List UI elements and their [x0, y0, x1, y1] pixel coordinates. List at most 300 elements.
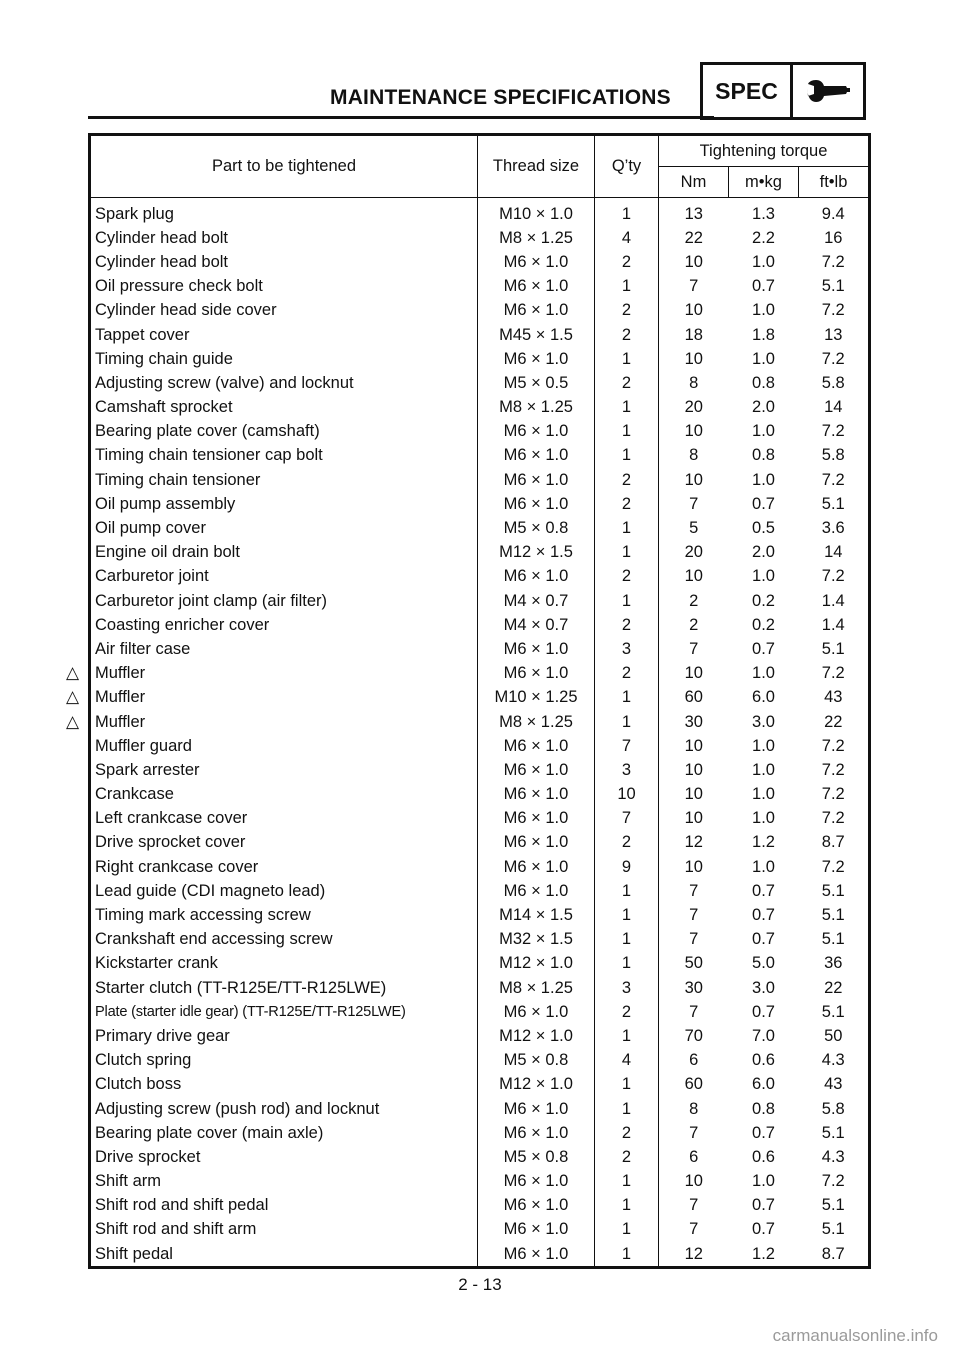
ftlb-cell-text: 7.2 — [821, 567, 845, 586]
ftlb-cell — [799, 879, 870, 903]
ftlb-cell-text: 5.1 — [821, 277, 845, 296]
thread-size-cell-text: M6 × 1.0 — [503, 301, 569, 320]
thread-size-cell-text: M6 × 1.0 — [503, 1220, 569, 1239]
table-row — [90, 976, 870, 1000]
part-cell-text: Crankshaft end accessing screw — [95, 930, 333, 949]
thread-size-cell-text: M12 × 1.0 — [499, 954, 573, 973]
nm-cell-text: 10 — [684, 301, 703, 320]
mkg-cell-text: 1.3 — [752, 204, 775, 223]
table-row — [90, 226, 870, 250]
mkg-cell — [729, 275, 799, 299]
part-cell — [90, 299, 478, 323]
ftlb-cell — [799, 1024, 870, 1048]
mkg-cell-text: 2.0 — [752, 398, 775, 417]
thread-size-cell — [478, 1073, 595, 1097]
ftlb-cell-text: 9.4 — [821, 204, 845, 223]
mkg-cell-text: 1.2 — [752, 833, 775, 852]
nm-cell-text: 7 — [689, 494, 699, 513]
mkg-cell — [729, 250, 799, 274]
qty-cell — [595, 734, 659, 758]
table-row — [90, 758, 870, 782]
ftlb-cell-text: 5.8 — [821, 373, 845, 392]
part-cell-text: Camshaft sprocket — [95, 398, 233, 417]
qty-cell-text: 1 — [621, 422, 632, 441]
mkg-cell — [729, 1024, 799, 1048]
thread-size-cell — [478, 516, 595, 540]
qty-cell — [595, 371, 659, 395]
qty-cell-text: 1 — [621, 688, 632, 707]
qty-cell — [595, 250, 659, 274]
table-row — [90, 807, 870, 831]
qty-cell-text: 2 — [621, 252, 632, 271]
thread-size-cell — [478, 1000, 595, 1024]
nm-cell — [659, 1194, 729, 1218]
nm-cell-text: 18 — [684, 325, 703, 344]
thread-size-cell-text: M6 × 1.0 — [503, 833, 569, 852]
mkg-cell-text: 6.0 — [752, 1075, 775, 1094]
nm-cell-text: 8 — [689, 373, 699, 392]
part-cell — [90, 396, 478, 420]
part-cell-text: Kickstarter crank — [95, 954, 218, 973]
ftlb-cell — [799, 492, 870, 516]
thread-size-cell-text: M6 × 1.0 — [503, 446, 569, 465]
qty-cell — [595, 613, 659, 637]
mkg-cell — [729, 637, 799, 661]
ftlb-cell — [799, 758, 870, 782]
mkg-cell-text: 3.0 — [752, 978, 775, 997]
part-cell — [90, 613, 478, 637]
table-row — [90, 1049, 870, 1073]
thread-size-cell — [478, 323, 595, 347]
nm-cell-text: 10 — [684, 664, 703, 683]
part-cell — [90, 371, 478, 395]
qty-cell — [595, 855, 659, 879]
ftlb-cell-text: 3.6 — [821, 519, 845, 538]
nm-cell-text: 10 — [684, 470, 703, 489]
ftlb-cell-text: 5.1 — [821, 1220, 845, 1239]
part-cell — [90, 1145, 478, 1169]
mkg-cell — [729, 1000, 799, 1024]
nm-cell — [659, 299, 729, 323]
nm-cell-text: 10 — [684, 857, 703, 876]
thread-size-cell — [478, 492, 595, 516]
mkg-cell — [729, 1145, 799, 1169]
part-cell-text: Bearing plate cover (camshaft) — [95, 422, 320, 441]
mkg-cell — [729, 903, 799, 927]
qty-cell-text: 2 — [621, 470, 632, 489]
mkg-cell — [729, 347, 799, 371]
mkg-cell-text: 6.0 — [752, 688, 775, 707]
ftlb-cell — [799, 468, 870, 492]
mkg-cell — [729, 928, 799, 952]
qty-cell-text: 4 — [621, 228, 632, 247]
qty-cell — [595, 952, 659, 976]
mkg-cell — [729, 613, 799, 637]
ftlb-cell — [799, 589, 870, 613]
qty-cell-text: 2 — [621, 494, 632, 513]
header-nm: Nm — [659, 167, 729, 198]
thread-size-cell-text: M8 × 1.25 — [499, 712, 573, 731]
nm-cell — [659, 275, 729, 299]
nm-cell-text: 20 — [684, 543, 703, 562]
qty-cell-text: 1 — [621, 712, 632, 731]
nm-cell — [659, 1024, 729, 1048]
mkg-cell-text: 1.0 — [752, 857, 775, 876]
ftlb-cell — [799, 686, 870, 710]
thread-size-cell — [478, 831, 595, 855]
part-cell-text: Lead guide (CDI magneto lead) — [95, 881, 326, 900]
header-thread-size: Thread size — [478, 135, 595, 198]
qty-cell-text: 1 — [621, 591, 632, 610]
ftlb-cell-text: 7.2 — [821, 664, 845, 683]
ftlb-cell-text: 5.1 — [821, 1002, 845, 1021]
thread-size-cell — [478, 928, 595, 952]
qty-cell — [595, 420, 659, 444]
nm-cell — [659, 371, 729, 395]
page-title: MAINTENANCE SPECIFICATIONS — [330, 86, 671, 109]
part-cell — [90, 347, 478, 371]
thread-size-cell — [478, 879, 595, 903]
thread-size-cell — [478, 1097, 595, 1121]
mkg-cell — [729, 371, 799, 395]
mkg-cell-text: 2.0 — [752, 543, 775, 562]
thread-size-cell — [478, 613, 595, 637]
thread-size-cell — [478, 226, 595, 250]
part-cell — [90, 275, 478, 299]
mkg-cell-text: 1.0 — [752, 301, 775, 320]
thread-size-cell — [478, 734, 595, 758]
part-cell — [90, 250, 478, 274]
qty-cell-text: 7 — [621, 809, 632, 828]
table-row — [90, 783, 870, 807]
thread-size-cell — [478, 1049, 595, 1073]
mkg-cell — [729, 1097, 799, 1121]
nm-cell — [659, 1242, 729, 1268]
nm-cell-text: 7 — [689, 1196, 699, 1215]
mkg-cell-text: 1.0 — [752, 760, 775, 779]
table-row — [90, 250, 870, 274]
part-cell-text: Oil pressure check bolt — [95, 277, 263, 296]
ftlb-cell-text: 5.1 — [821, 1196, 845, 1215]
part-cell-text: Timing chain tensioner cap bolt — [95, 446, 323, 465]
thread-size-cell-text: M8 × 1.25 — [499, 978, 573, 997]
ftlb-cell-text: 16 — [824, 228, 843, 247]
thread-size-cell-text: M6 × 1.0 — [503, 736, 569, 755]
part-cell — [90, 1000, 478, 1024]
part-cell-text: Timing chain tensioner — [95, 470, 261, 489]
thread-size-cell — [478, 1145, 595, 1169]
thread-size-cell-text: M6 × 1.0 — [503, 1002, 569, 1021]
ftlb-cell-text: 7.2 — [821, 857, 845, 876]
ftlb-cell-text: 7.2 — [821, 252, 845, 271]
mkg-cell — [729, 420, 799, 444]
nm-cell — [659, 198, 729, 227]
qty-cell — [595, 444, 659, 468]
thread-size-cell-text: M6 × 1.0 — [503, 1196, 569, 1215]
ftlb-cell-text: 7.2 — [821, 422, 845, 441]
nm-cell — [659, 1218, 729, 1242]
ftlb-cell — [799, 903, 870, 927]
qty-cell — [595, 1121, 659, 1145]
ftlb-cell-text: 22 — [824, 978, 843, 997]
qty-cell — [595, 1145, 659, 1169]
nm-cell — [659, 710, 729, 734]
part-cell — [90, 541, 478, 565]
part-cell — [90, 198, 478, 227]
ftlb-cell-text: 5.1 — [821, 906, 845, 925]
table-row — [90, 541, 870, 565]
thread-size-cell — [478, 347, 595, 371]
thread-size-cell-text: M32 × 1.5 — [499, 930, 573, 949]
mkg-cell — [729, 783, 799, 807]
mkg-cell-text: 0.6 — [752, 1051, 775, 1070]
ftlb-cell — [799, 831, 870, 855]
mkg-cell — [729, 541, 799, 565]
thread-size-cell-text: M6 × 1.0 — [503, 1099, 569, 1118]
qty-cell-text: 2 — [621, 373, 632, 392]
part-cell-text: Crankcase — [95, 785, 174, 804]
ftlb-cell-text: 36 — [824, 954, 843, 973]
thread-size-cell-text: M5 × 0.8 — [503, 1147, 569, 1166]
part-cell-text: Shift rod and shift arm — [95, 1220, 257, 1239]
ftlb-cell-text: 50 — [824, 1026, 843, 1045]
nm-cell-text: 13 — [684, 204, 703, 223]
mkg-cell-text: 0.7 — [752, 1002, 775, 1021]
nm-cell-text: 10 — [684, 785, 703, 804]
qty-cell — [595, 1073, 659, 1097]
part-cell-text: Timing mark accessing screw — [95, 906, 311, 925]
part-cell-text: Engine oil drain bolt — [95, 543, 240, 562]
ftlb-cell — [799, 420, 870, 444]
part-cell-text: Drive sprocket — [95, 1147, 201, 1166]
part-cell — [90, 1024, 478, 1048]
thread-size-cell — [478, 1024, 595, 1048]
part-cell-text: Carburetor joint clamp (air filter) — [95, 591, 327, 610]
thread-size-cell-text: M10 × 1.0 — [499, 204, 573, 223]
ftlb-cell-text: 5.8 — [821, 446, 845, 465]
qty-cell-text: 3 — [621, 760, 632, 779]
thread-size-cell — [478, 976, 595, 1000]
ftlb-cell — [799, 299, 870, 323]
mkg-cell — [729, 952, 799, 976]
nm-cell — [659, 613, 729, 637]
thread-size-cell — [478, 686, 595, 710]
thread-size-cell — [478, 1170, 595, 1194]
qty-cell — [595, 976, 659, 1000]
part-cell-text: Oil pump assembly — [95, 494, 236, 513]
table-row — [90, 662, 870, 686]
thread-size-cell — [478, 250, 595, 274]
qty-cell-text: 1 — [621, 954, 632, 973]
nm-cell — [659, 396, 729, 420]
mkg-cell — [729, 1073, 799, 1097]
part-cell — [90, 855, 478, 879]
mkg-cell-text: 0.5 — [752, 519, 775, 538]
nm-cell — [659, 492, 729, 516]
part-cell-text: Muffler — [95, 688, 146, 707]
thread-size-cell-text: M5 × 0.8 — [503, 519, 569, 538]
thread-size-cell — [478, 589, 595, 613]
nm-cell-text: 50 — [684, 954, 703, 973]
mkg-cell — [729, 226, 799, 250]
part-cell — [90, 1097, 478, 1121]
header-tightening-torque: Tightening torque — [659, 135, 870, 167]
nm-cell — [659, 565, 729, 589]
qty-cell-text: 1 — [621, 1220, 632, 1239]
table-row — [90, 903, 870, 927]
part-cell-text: Shift rod and shift pedal — [95, 1196, 269, 1215]
ftlb-cell — [799, 1218, 870, 1242]
qty-cell — [595, 831, 659, 855]
table-row — [90, 613, 870, 637]
ftlb-cell-text: 22 — [824, 712, 843, 731]
ftlb-cell — [799, 855, 870, 879]
qty-cell — [595, 1097, 659, 1121]
triangle-mark-icon: △ — [66, 687, 80, 707]
part-cell — [90, 1194, 478, 1218]
ftlb-cell — [799, 1194, 870, 1218]
part-cell — [90, 879, 478, 903]
nm-cell-text: 60 — [684, 688, 703, 707]
ftlb-cell — [799, 1170, 870, 1194]
part-cell-text: Left crankcase cover — [95, 809, 248, 828]
mkg-cell — [729, 589, 799, 613]
mkg-cell-text: 1.0 — [752, 567, 775, 586]
part-cell — [90, 1073, 478, 1097]
thread-size-cell-text: M6 × 1.0 — [503, 349, 569, 368]
mkg-cell-text: 0.7 — [752, 639, 775, 658]
table-row — [90, 275, 870, 299]
table-row — [90, 734, 870, 758]
nm-cell — [659, 928, 729, 952]
part-cell-text: Muffler — [95, 664, 146, 683]
ftlb-cell — [799, 250, 870, 274]
table-row — [90, 323, 870, 347]
ftlb-cell-text: 7.2 — [821, 301, 845, 320]
mkg-cell-text: 0.7 — [752, 1196, 775, 1215]
nm-cell — [659, 1097, 729, 1121]
nm-cell-text: 12 — [684, 833, 703, 852]
ftlb-cell — [799, 783, 870, 807]
ftlb-cell — [799, 1049, 870, 1073]
qty-cell-text: 4 — [621, 1051, 632, 1070]
thread-size-cell — [478, 198, 595, 227]
thread-size-cell-text: M6 × 1.0 — [503, 1123, 569, 1142]
table-row — [90, 831, 870, 855]
thread-size-cell — [478, 783, 595, 807]
part-cell — [90, 1121, 478, 1145]
ftlb-cell — [799, 662, 870, 686]
part-cell — [90, 976, 478, 1000]
nm-cell-text: 7 — [689, 1123, 699, 1142]
header-ftlb: ft•lb — [799, 167, 870, 198]
mkg-cell-text: 0.7 — [752, 906, 775, 925]
nm-cell — [659, 734, 729, 758]
thread-size-cell-text: M6 × 1.0 — [503, 639, 569, 658]
part-cell-text: Tappet cover — [95, 325, 190, 344]
part-cell — [90, 807, 478, 831]
mkg-cell — [729, 516, 799, 540]
mkg-cell-text: 0.7 — [752, 494, 775, 513]
table-row — [90, 1121, 870, 1145]
qty-cell-text: 1 — [621, 519, 632, 538]
part-cell — [90, 1049, 478, 1073]
nm-cell — [659, 903, 729, 927]
ftlb-cell — [799, 734, 870, 758]
qty-cell — [595, 1218, 659, 1242]
header-part: Part to be tightened — [90, 135, 478, 198]
qty-cell — [595, 1242, 659, 1268]
nm-cell — [659, 250, 729, 274]
part-cell-text: Primary drive gear — [95, 1026, 230, 1045]
qty-cell-text: 1 — [621, 1099, 632, 1118]
ftlb-cell — [799, 637, 870, 661]
qty-cell — [595, 396, 659, 420]
thread-size-cell — [478, 275, 595, 299]
nm-cell-text: 7 — [689, 639, 699, 658]
ftlb-cell — [799, 807, 870, 831]
nm-cell — [659, 541, 729, 565]
part-cell-text: Bearing plate cover (main axle) — [95, 1123, 324, 1142]
nm-cell — [659, 976, 729, 1000]
qty-cell — [595, 347, 659, 371]
ftlb-cell-text: 7.2 — [821, 736, 845, 755]
nm-cell — [659, 226, 729, 250]
nm-cell — [659, 783, 729, 807]
qty-cell-text: 7 — [621, 736, 632, 755]
table-row — [90, 299, 870, 323]
ftlb-cell-text: 43 — [824, 688, 843, 707]
part-cell — [90, 1170, 478, 1194]
mkg-cell — [729, 565, 799, 589]
thread-size-cell-text: M14 × 1.5 — [499, 906, 573, 925]
nm-cell-text: 30 — [684, 712, 703, 731]
part-cell-text: Coasting enricher cover — [95, 615, 270, 634]
ftlb-cell-text: 14 — [824, 543, 843, 562]
qty-cell-text: 1 — [621, 349, 632, 368]
nm-cell-text: 8 — [689, 1099, 699, 1118]
nm-cell — [659, 952, 729, 976]
nm-cell — [659, 662, 729, 686]
thread-size-cell — [478, 1218, 595, 1242]
mkg-cell — [729, 492, 799, 516]
ftlb-cell-text: 14 — [824, 398, 843, 417]
nm-cell — [659, 323, 729, 347]
nm-cell — [659, 686, 729, 710]
mkg-cell — [729, 662, 799, 686]
ftlb-cell — [799, 516, 870, 540]
ftlb-cell-text: 1.4 — [821, 591, 845, 610]
ftlb-cell — [799, 198, 870, 227]
nm-cell — [659, 420, 729, 444]
nm-cell-text: 10 — [684, 349, 703, 368]
thread-size-cell-text: M6 × 1.0 — [503, 1244, 569, 1263]
table-row — [90, 637, 870, 661]
mkg-cell — [729, 1242, 799, 1268]
thread-size-cell-text: M5 × 0.8 — [503, 1051, 569, 1070]
qty-cell-text: 1 — [621, 543, 632, 562]
ftlb-cell-text: 8.7 — [821, 833, 845, 852]
ftlb-cell-text: 5.1 — [821, 881, 845, 900]
nm-cell-text: 10 — [684, 422, 703, 441]
ftlb-cell — [799, 928, 870, 952]
spec-label: SPEC — [703, 65, 793, 117]
ftlb-cell — [799, 396, 870, 420]
thread-size-cell-text: M6 × 1.0 — [503, 470, 569, 489]
qty-cell — [595, 492, 659, 516]
thread-size-cell — [478, 1242, 595, 1268]
part-cell-text: Clutch boss — [95, 1075, 182, 1094]
